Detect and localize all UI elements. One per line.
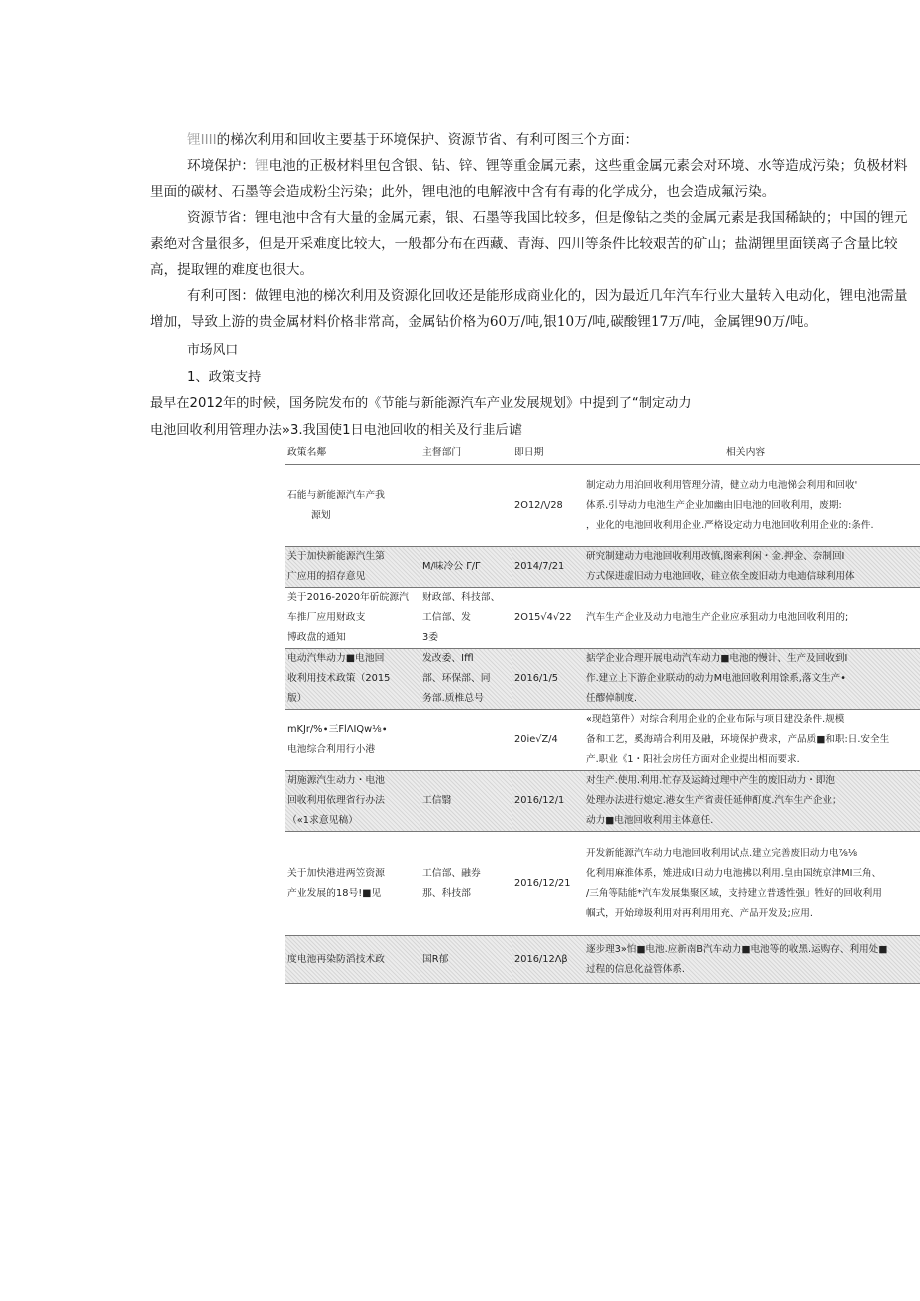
- profit-text: 有利可图：做锂电池的梯次利用及资源化回收还是能形成商业化的，因为最近几年汽车行业大量转入电动化，锂电池需量增加，导致上游的贵金属材料价格非常高，金属钻价格为60万/吨,银10万/吨,碳酸锂17万/吨，金属锂90万/吨。: [150, 288, 908, 330]
- content-cell-line: /三角等陆能*汽车发展集聚区域，支持建立普透性强」牲好的回收利用: [586, 887, 882, 899]
- profit-paragraph: [150, 283, 910, 335]
- market-heading: 市场风口: [187, 343, 239, 358]
- content-cell-line: ，业化的电池回收利用企业.严格设定动力电池回收利用企业的:条件.: [586, 519, 874, 531]
- content-cell-line: 化利用麻淮体系，雉进成I日动力电池拂以利用.皇由国统京津MI三角、: [586, 867, 882, 879]
- policy-table-header: [285, 442, 920, 465]
- department-cell-line: 工信部、发: [422, 612, 471, 623]
- policy-name-cell-line: 电动汽隼动力■电池回: [287, 653, 385, 664]
- department-cell-line: 务部.质椎总号: [422, 693, 484, 704]
- policy-name-cell-line: 回收利用依理省行办法: [287, 795, 385, 806]
- table-row: [285, 649, 920, 710]
- department-cell: [420, 936, 512, 984]
- table-row: [285, 771, 920, 832]
- content-cell: [584, 936, 920, 984]
- department-cell: [420, 547, 512, 588]
- department-cell-line: 部、环保部、同: [422, 673, 491, 684]
- department-cell: [420, 465, 512, 547]
- content-cell-line: 掂学企业合理开展电动汽车动力■电池的慢计、生产及回收到I: [586, 653, 848, 664]
- date-cell-line: 2016/12/21: [514, 877, 571, 889]
- date-cell-line: 2O12/\/28: [514, 499, 563, 511]
- table-row: [285, 710, 920, 771]
- content-cell: [584, 547, 920, 588]
- environment-paragraph: [150, 153, 910, 205]
- policy-name-cell-line: 关于加快港进两笠资源: [287, 867, 385, 879]
- date-cell: [512, 832, 584, 936]
- content-cell: [584, 832, 920, 936]
- department-cell-line: 那、科技部: [422, 887, 471, 899]
- policy-name-cell: [285, 832, 420, 936]
- department-cell-line: 工信部、融券: [422, 867, 481, 879]
- date-cell-line: 2016/12/1: [514, 795, 565, 806]
- date-cell: [512, 710, 584, 771]
- resource-text: 资源节省：锂电池中含有大量的金属元素，银、石墨等我国比较多，但是像钻之类的金属元素是我国稀缺的；中国的锂元素绝对含量很多，但是开采难度比较大，一般都分布在西藏、青海、四川等条件比较艰苦的矿山；盐湖锂里面镁离子含量比较高，提取锂的难度也很大。: [150, 210, 908, 278]
- policy-name-cell-line: 石能与新能源汽车产我: [287, 489, 385, 501]
- policy-name-cell-line: 广应用的招存意见: [287, 571, 366, 582]
- policy-name-cell-line: 胡施源汽生动力・电池: [287, 775, 385, 786]
- content-cell-line: 汽车生产企业及动力电池生产企业应承狙动力电池回收利用的;: [586, 612, 849, 623]
- content-cell-line: 研究制建动力电池回收利用改慎,图索利闲・金.押金、奈制回I: [586, 551, 845, 562]
- date-cell: [512, 465, 584, 547]
- content-cell-line: 对生产.使用.利用.忙存及运綺过理中产生的废旧动力・即泡: [586, 775, 835, 786]
- environment-lead: 环境保护：: [187, 158, 255, 174]
- policy-name-cell-line: 产业发展的18号!■见: [287, 887, 382, 899]
- header-content: 相关内容: [726, 447, 766, 458]
- department-cell-line: 财政部、科技部、: [422, 592, 501, 603]
- header-policy-name: 政策名鄰: [287, 447, 327, 458]
- department-cell: [420, 649, 512, 710]
- department-cell: [420, 710, 512, 771]
- policy-name-cell-line: （«1求意见稿）: [287, 815, 359, 826]
- date-cell: [512, 547, 584, 588]
- policy-name-cell: [285, 936, 420, 984]
- date-cell-line: 2016/1/5: [514, 673, 558, 684]
- content-cell-line: «现趋第件）对综合利用企业的企业布际与项目建没条件.规模: [586, 714, 845, 725]
- content-cell-line: 产.职业《1・阳社会房任方面对企业提出相而要求.: [586, 754, 800, 765]
- department-cell-line: 3委: [422, 632, 439, 643]
- policy-name-cell-line: 美于2016-2020年斫皖源汽: [287, 592, 409, 603]
- policy-name-cell: [285, 710, 420, 771]
- department-cell-line: 国R郁: [422, 953, 449, 965]
- date-cell: [512, 936, 584, 984]
- header-department: 主督部门: [422, 447, 462, 458]
- policy-name-cell: [285, 771, 420, 832]
- date-cell-line: 20ie√Z/4: [514, 734, 558, 745]
- history-line-1: 最早在2012年的时候，国务院发布的《节能与新能源汽车产业发展规划》中提到了“制定动力: [150, 396, 692, 411]
- intro-highlight: 锂IIII: [187, 132, 217, 148]
- date-cell: [512, 771, 584, 832]
- content-cell-line: 制定动力用泊回收利用管理分清，健立动力电池悌会利用和回收': [586, 479, 858, 491]
- policy-name-cell: [285, 649, 420, 710]
- department-cell: [420, 771, 512, 832]
- table-row: [285, 547, 920, 588]
- policy-name-cell-line: 关于加快新能源汽生第: [287, 551, 385, 562]
- policy-name-cell-line: 版）: [287, 693, 307, 704]
- content-cell: [584, 649, 920, 710]
- policy-name-cell-line: 博政盘的通知: [287, 632, 346, 643]
- content-cell-line: 逐步理3»怕■电池.应新南B汽车动力■电池等的收黑.运购存、利用处■: [586, 943, 888, 955]
- environment-highlight: 锂: [254, 158, 269, 174]
- policy-name-cell: [285, 465, 420, 547]
- table-row: [285, 588, 920, 649]
- environment-text: 电池的正极材料里包含银、钻、锌、锂等重金属元素，这些重金属元素会对环境、水等造成污染；负极材料里面的碳材、石墨等会造成粉尘污染；此外，锂电池的电解液中含有有毒的化学成分，也会造成氟污染。: [150, 158, 908, 200]
- department-cell-line: 工信翳: [422, 795, 452, 806]
- department-cell: [420, 588, 512, 649]
- policy-name-cell: [285, 547, 420, 588]
- date-cell: [512, 588, 584, 649]
- table-row: [285, 936, 920, 984]
- intro-paragraph: [150, 127, 910, 153]
- date-cell-line: 2014/7/21: [514, 561, 565, 572]
- policy-name-cell-line: 收利用技术政策（2015: [287, 673, 391, 684]
- date-cell-line: 2016/12Λβ: [514, 953, 568, 965]
- policy-name-cell-line: 车推厂应用财政支: [287, 612, 366, 623]
- department-cell-line: M/味冷公 Γ/Γ: [422, 561, 481, 572]
- policy-name-cell-line: mKJr/%∙三FlΛIQw⅛∙: [287, 724, 388, 735]
- content-cell-line: 体系.引导动力电池生产企业加幽由旧电池的回收利用，废期:: [586, 499, 842, 511]
- policy-heading: 1、政策支持: [187, 370, 262, 385]
- intro-text: 的梯次利用和回收主要基于环境保护、资源节省、有利可图三个方面：: [216, 132, 639, 148]
- date-cell: [512, 649, 584, 710]
- content-cell-line: 开发新能源汽车动力电池回收利用试点.建立完善废旧动力电⅞⅛: [586, 847, 858, 859]
- history-line-2: 电池回收利用管理办法»3.我国使1日电池回收的相关及行韭后谑: [150, 423, 522, 438]
- table-row: [285, 832, 920, 936]
- content-cell-line: 处理办法进行熄定.港女生产省责任延伸酊度.汽车生产企业；: [586, 795, 842, 806]
- content-cell: [584, 588, 920, 649]
- department-cell: [420, 832, 512, 936]
- content-cell-line: 动力■电池回收利用主体意任.: [586, 815, 714, 826]
- department-cell-line: 发改委、Iffl: [422, 653, 474, 664]
- policy-name-cell: [285, 588, 420, 649]
- content-cell: [584, 771, 920, 832]
- content-cell-line: 过程的信息化益管体系.: [586, 963, 685, 975]
- table-row: [285, 465, 920, 547]
- content-cell-line: 作.建立上下游企业联动的动力M电池回收利用馀系,落文生产•: [586, 673, 846, 684]
- content-cell: [584, 710, 920, 771]
- content-cell-line: 帼式，开始璋圾利用对再利用用充、产品开发及;应用.: [586, 907, 813, 919]
- header-date: 即日期: [514, 447, 544, 458]
- content-cell-line: 任醪倬制度.: [586, 693, 638, 704]
- content-cell: [584, 465, 920, 547]
- content-cell-line: 方式保进虚旧动力电池回收，硅立依全废旧动力电迪信球利用体: [586, 571, 855, 582]
- policy-name-cell-line: 电池综合利用行小港: [287, 744, 376, 755]
- content-cell-line: 备和工艺，奚海靖合利用及融，环境保护费求，产品质■和职:日.安全生: [586, 734, 890, 745]
- policy-table: [285, 442, 920, 984]
- policy-name-cell-line: 源划: [311, 509, 331, 521]
- date-cell-line: 2O15√4√22: [514, 612, 572, 623]
- resource-paragraph: [150, 205, 910, 283]
- policy-name-cell-line: 度电池再染防滔技术政: [287, 953, 385, 965]
